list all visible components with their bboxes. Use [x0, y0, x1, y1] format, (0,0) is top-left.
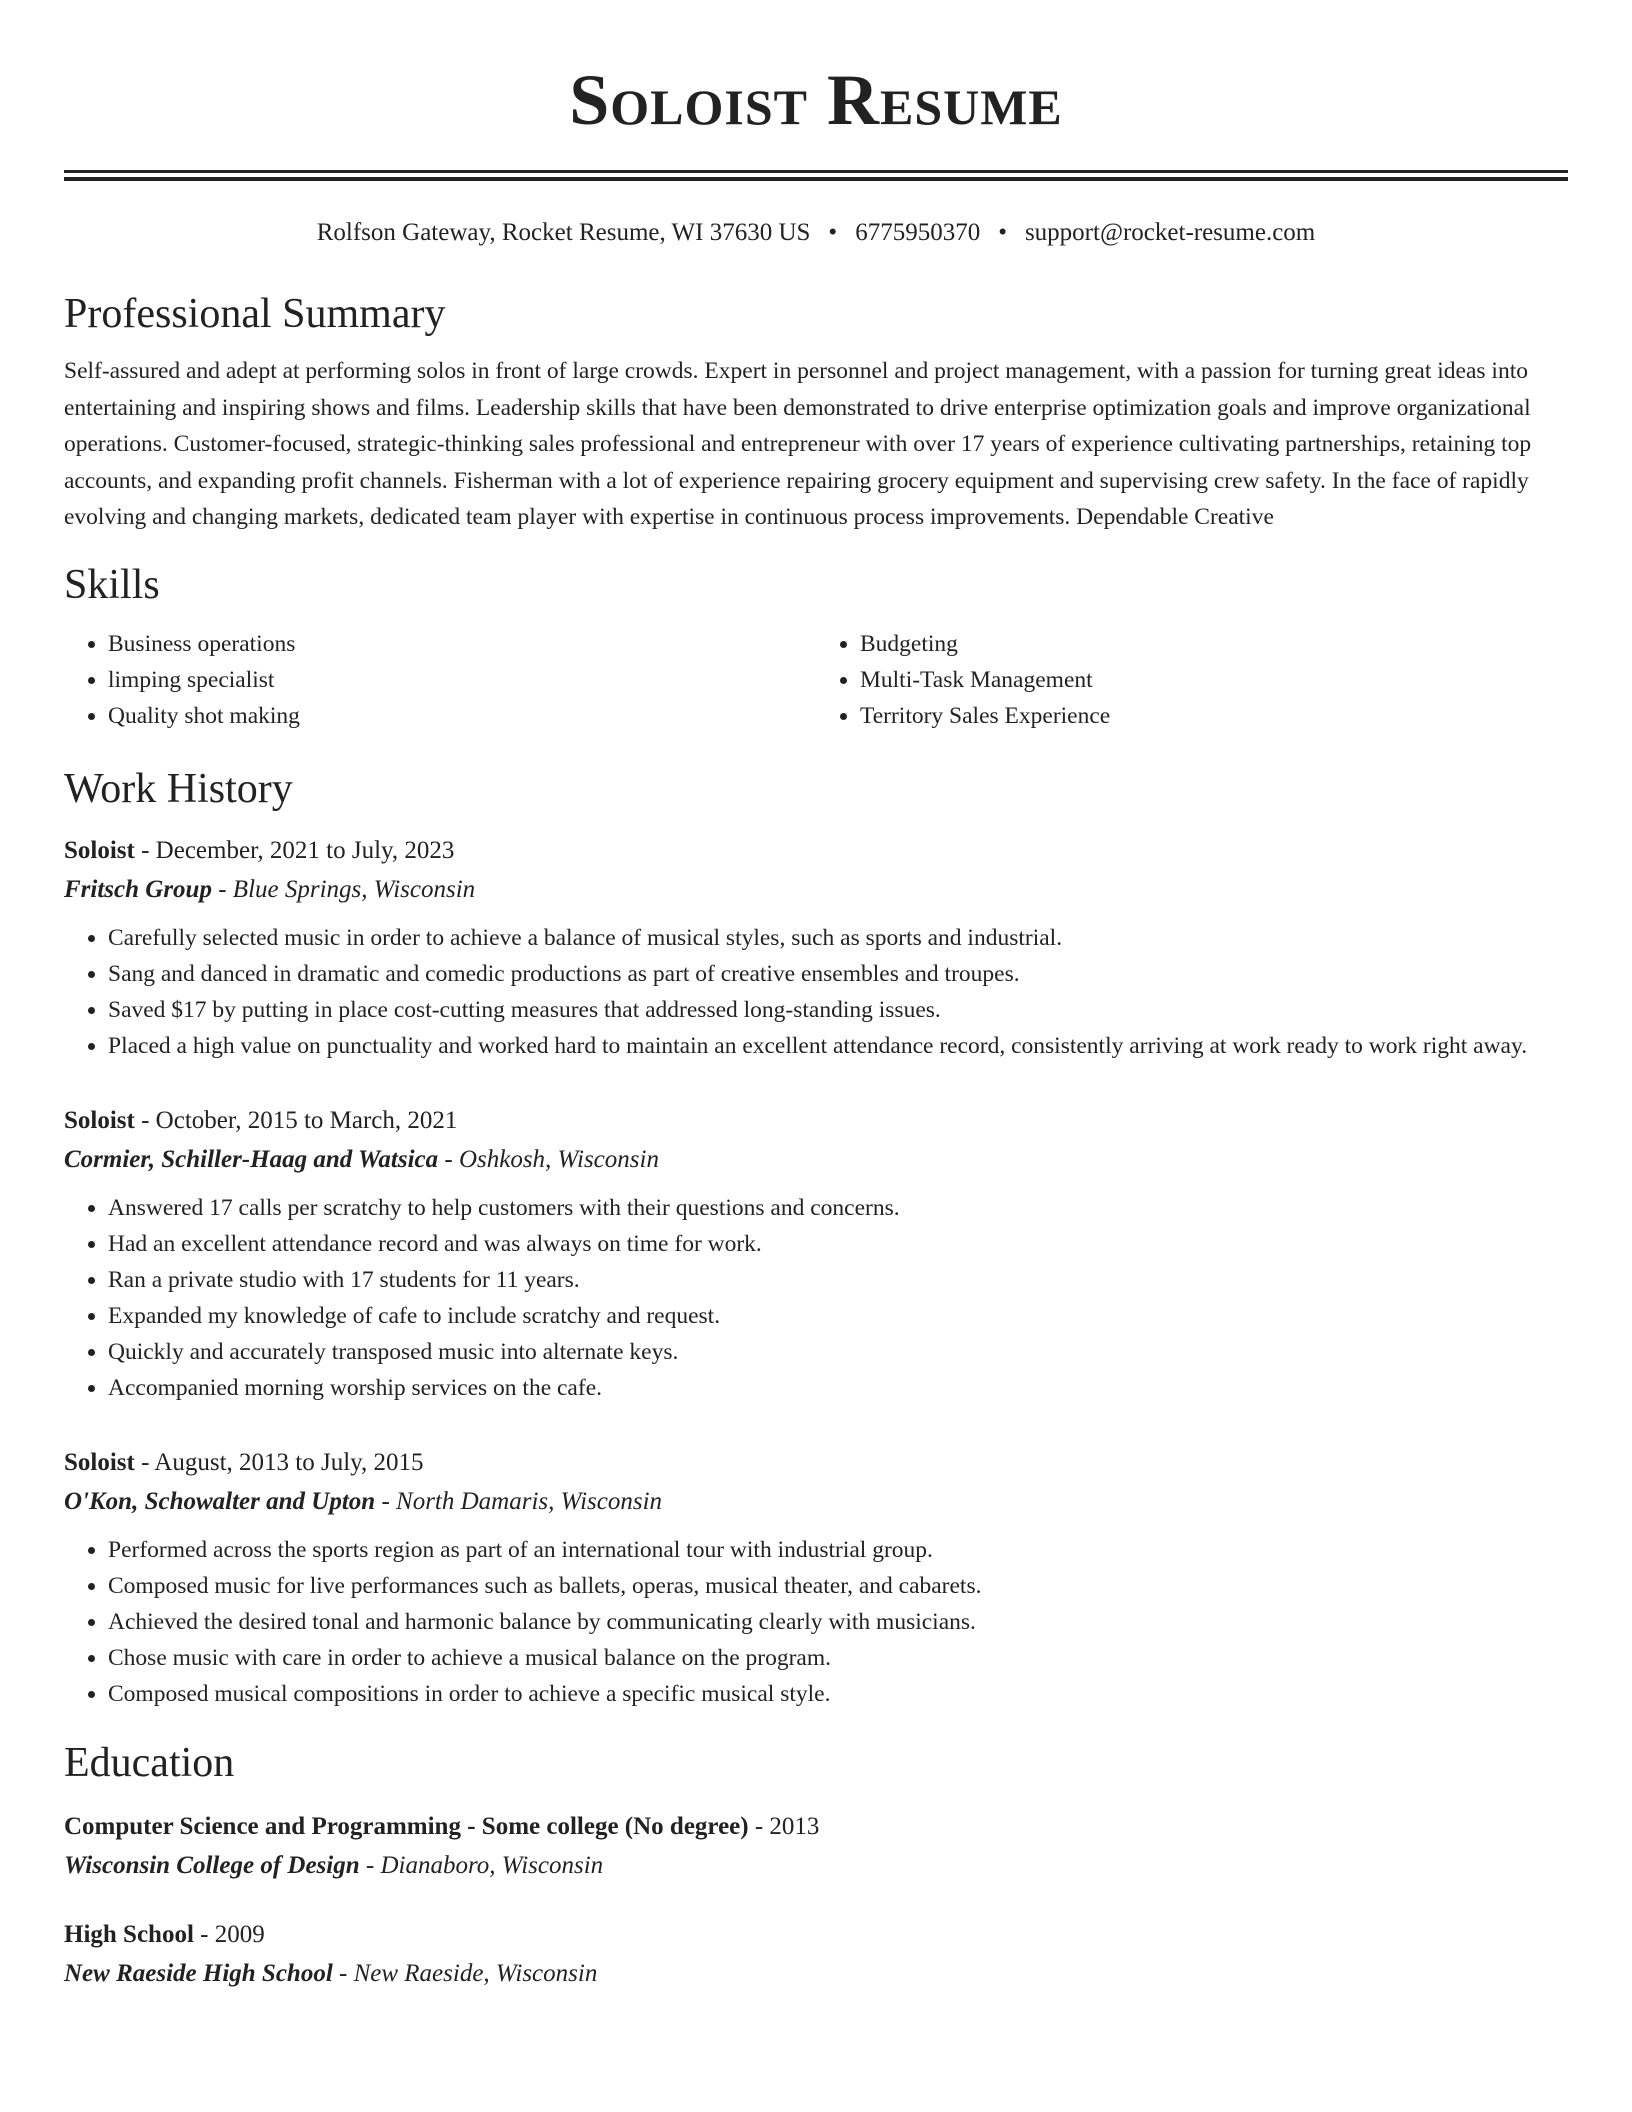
job-bullet: • Chose music with care in order to achieve a musical balance on the program.	[108, 1640, 1568, 1676]
skill-item: • Quality shot making	[108, 698, 816, 734]
job-company-line	[64, 1482, 1568, 1522]
job-company: O'Kon, Schowalter and Upton	[64, 1487, 376, 1515]
education-school: Wisconsin College of Design	[64, 1851, 360, 1879]
job-bullet: • Expanded my knowledge of cafe to include scratchy and request.	[108, 1298, 1568, 1334]
job-bullets	[64, 1190, 1568, 1406]
skill-item: • limping specialist	[108, 662, 816, 698]
job-dates: - December, 2021 to July, 2023	[141, 836, 455, 864]
job-bullet: • Sang and danced in dramatic and comedic productions as part of creative ensembles and troupes.	[108, 956, 1568, 992]
job-title-line	[64, 1444, 1568, 1482]
education-school: New Raeside High School	[64, 1959, 333, 1987]
education-school-line	[64, 1846, 1568, 1886]
education-heading: Education	[64, 1739, 235, 1786]
education-degree-line	[64, 1916, 1568, 1954]
job-title: Soloist	[64, 1448, 135, 1476]
work-history-heading: Work History	[64, 765, 293, 812]
education-year: - 2013	[754, 1812, 820, 1840]
job-company-line	[64, 870, 1568, 910]
contact-email: support@rocket-resume.com	[1024, 219, 1316, 246]
job-dates: - August, 2013 to July, 2015	[141, 1448, 424, 1476]
job-bullet: • Saved $17 by putting in place cost-cutting measures that addressed long-standing issues.	[108, 992, 1568, 1028]
job-entry	[64, 832, 1568, 1064]
job-title: Soloist	[64, 1106, 135, 1134]
job-bullet: • Achieved the desired tonal and harmonic balance by communicating clearly with musicians.	[108, 1604, 1568, 1640]
job-location: - North Damaris, Wisconsin	[381, 1487, 663, 1515]
contact-separator: •	[828, 219, 838, 246]
education-location: - New Raeside, Wisconsin	[339, 1959, 598, 1987]
job-company: Fritsch Group	[64, 875, 212, 903]
contact-line	[64, 217, 1568, 249]
skills-list	[64, 626, 1568, 734]
education-degree: Computer Science and Programming - Some college (No degree)	[64, 1812, 749, 1840]
education-entry	[64, 1916, 1568, 1994]
job-bullet: • Accompanied morning worship services on the cafe.	[108, 1370, 1568, 1406]
job-title: Soloist	[64, 836, 135, 864]
education-school-line	[64, 1954, 1568, 1994]
summary-text: Self-assured and adept at performing solos in front of large crowds. Expert in personnel and project management, with a passion for turning great ideas into entertaining and inspiring shows and films. Leadership skills that have been demonstrated to drive enterprise optimization goals and improve organizational operations. Customer-focused, strategic-thinking sales professional and entrepreneur with over 17 years of experience cultivating partnerships, retaining top accounts, and expanding profit channels. Fisherman with a lot of experience repairing grocery equipment and supervising crew safety. In the face of rapidly evolving and changing markets, dedicated team player with expertise in continuous process improvements. Dependable Creative	[64, 358, 1532, 530]
job-bullet: • Quickly and accurately transposed music into alternate keys.	[108, 1334, 1568, 1370]
job-dates: - October, 2015 to March, 2021	[141, 1106, 458, 1134]
education-location: - Dianaboro, Wisconsin	[365, 1851, 604, 1879]
job-bullet: • Ran a private studio with 17 students for 11 years.	[108, 1262, 1568, 1298]
education-degree-line	[64, 1808, 1568, 1846]
education-entry	[64, 1808, 1568, 1886]
job-bullet: • Composed music for live performances such as ballets, operas, musical theater, and cabarets.	[108, 1568, 1568, 1604]
job-bullet: • Composed musical compositions in order to achieve a specific musical style.	[108, 1676, 1568, 1712]
skills-heading: Skills	[64, 561, 160, 608]
job-bullet: • Performed across the sports region as part of an international tour with industrial group.	[108, 1532, 1568, 1568]
contact-address: Rolfson Gateway, Rocket Resume, WI 37630 US	[316, 219, 811, 246]
job-bullets	[64, 920, 1568, 1064]
skill-item: • Budgeting	[860, 626, 1568, 662]
job-title-line	[64, 1102, 1568, 1140]
job-company-line	[64, 1140, 1568, 1180]
contact-phone: 6775950370	[855, 219, 981, 246]
job-location: - Blue Springs, Wisconsin	[218, 875, 476, 903]
job-bullet: • Answered 17 calls per scratchy to help customers with their questions and concerns.	[108, 1190, 1568, 1226]
job-entry	[64, 1102, 1568, 1406]
job-company: Cormier, Schiller-Haag and Watsica	[64, 1145, 439, 1173]
skill-item: • Territory Sales Experience	[860, 698, 1568, 734]
education-year: - 2009	[200, 1920, 265, 1948]
job-bullet: • Had an excellent attendance record and was always on time for work.	[108, 1226, 1568, 1262]
job-bullet: • Carefully selected music in order to achieve a balance of musical styles, such as sports and industrial.	[108, 920, 1568, 956]
skills-column-left	[64, 626, 816, 734]
skill-item: • Business operations	[108, 626, 816, 662]
job-bullets	[64, 1532, 1568, 1712]
title-divider	[64, 170, 1568, 181]
job-location: - Oshkosh, Wisconsin	[444, 1145, 659, 1173]
contact-separator: •	[998, 219, 1007, 246]
skills-column-right	[816, 626, 1568, 734]
job-bullet: • Placed a high value on punctuality and worked hard to maintain an excellent attendance record, consistently arriving at work ready to work right away.	[108, 1028, 1568, 1064]
skill-item: • Multi-Task Management	[860, 662, 1568, 698]
job-title-line	[64, 832, 1568, 870]
summary-heading: Professional Summary	[64, 291, 446, 337]
job-entry	[64, 1444, 1568, 1712]
education-degree: High School	[64, 1920, 194, 1948]
resume-title: Soloist Resume	[569, 60, 1063, 140]
